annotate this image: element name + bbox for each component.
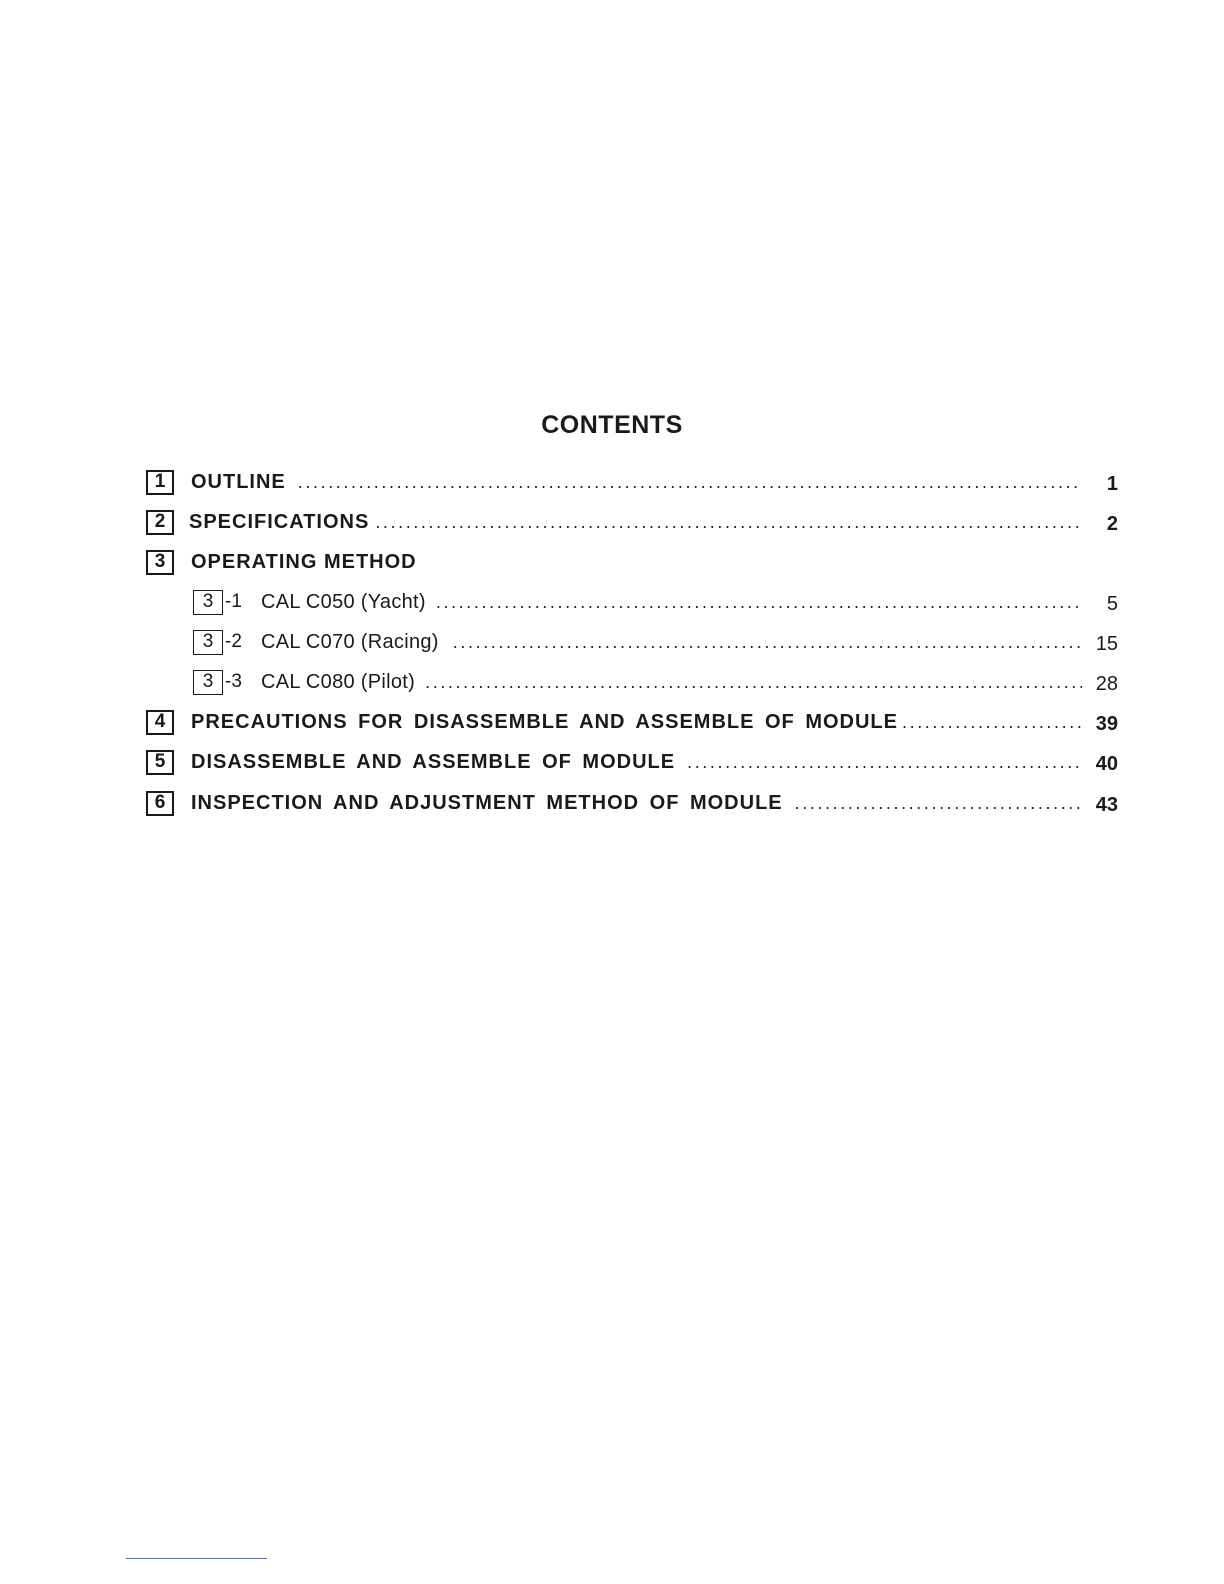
entry-label: CAL C050 (Yacht) xyxy=(261,590,426,613)
dot-leader xyxy=(298,472,1082,498)
toc-entry-cal-c080[interactable] xyxy=(193,666,1118,698)
entry-label: SPECIFICATIONS xyxy=(189,510,370,533)
entry-page-number: 1 xyxy=(1106,473,1118,495)
entry-label: OUTLINE xyxy=(191,470,286,493)
toc-entry-precautions[interactable] xyxy=(146,706,1118,738)
entry-page-number: 39 xyxy=(1095,713,1118,735)
section-number-box: 3 xyxy=(146,550,174,575)
dot-leader xyxy=(902,712,1082,738)
subsection-number-box: 3 xyxy=(193,590,223,615)
subsection-suffix: -1 xyxy=(225,591,242,612)
section-number-box: 4 xyxy=(146,710,174,735)
entry-label: PRECAUTIONS FOR DISASSEMBLE AND ASSEMBLE OF MODULE xyxy=(191,710,898,733)
toc-entry-cal-c070[interactable] xyxy=(193,626,1118,658)
entry-page-number: 28 xyxy=(1095,673,1118,695)
entry-label: OPERATING METHOD xyxy=(191,550,417,573)
subsection-number-box: 3 xyxy=(193,670,223,695)
toc-entry-disassemble[interactable] xyxy=(146,746,1118,778)
dot-leader xyxy=(453,632,1082,658)
dot-leader xyxy=(795,793,1082,819)
entry-label: DISASSEMBLE AND ASSEMBLE OF MODULE xyxy=(191,750,676,773)
entry-label: CAL C070 (Racing) xyxy=(261,630,439,653)
entry-page-number: 43 xyxy=(1095,794,1118,816)
section-number-box: 5 xyxy=(146,750,174,775)
toc-entry-cal-c050[interactable] xyxy=(193,586,1118,618)
page-title: CONTENTS xyxy=(541,411,683,439)
toc-entry-inspection[interactable] xyxy=(146,787,1118,819)
entry-label: INSPECTION AND ADJUSTMENT METHOD OF MODULE xyxy=(191,791,783,814)
toc-entry-specifications[interactable] xyxy=(146,506,1118,538)
entry-page-number: 5 xyxy=(1106,593,1118,615)
section-number-box: 1 xyxy=(146,470,174,495)
toc-entry-outline[interactable] xyxy=(146,466,1118,498)
footer-rule xyxy=(126,1558,267,1559)
section-number-box: 6 xyxy=(146,791,174,816)
dot-leader xyxy=(375,512,1082,538)
dot-leader xyxy=(436,592,1082,618)
subsection-suffix: -3 xyxy=(225,671,242,692)
dot-leader xyxy=(425,672,1082,698)
toc-entry-operating-method[interactable] xyxy=(146,546,1118,578)
dot-leader xyxy=(687,752,1082,778)
section-number-box: 2 xyxy=(146,510,174,535)
entry-page-number: 2 xyxy=(1106,513,1118,535)
entry-page-number: 15 xyxy=(1095,633,1118,655)
subsection-number-box: 3 xyxy=(193,630,223,655)
entry-label: CAL C080 (Pilot) xyxy=(261,670,416,693)
entry-page-number: 40 xyxy=(1095,753,1118,775)
subsection-suffix: -2 xyxy=(225,631,242,652)
